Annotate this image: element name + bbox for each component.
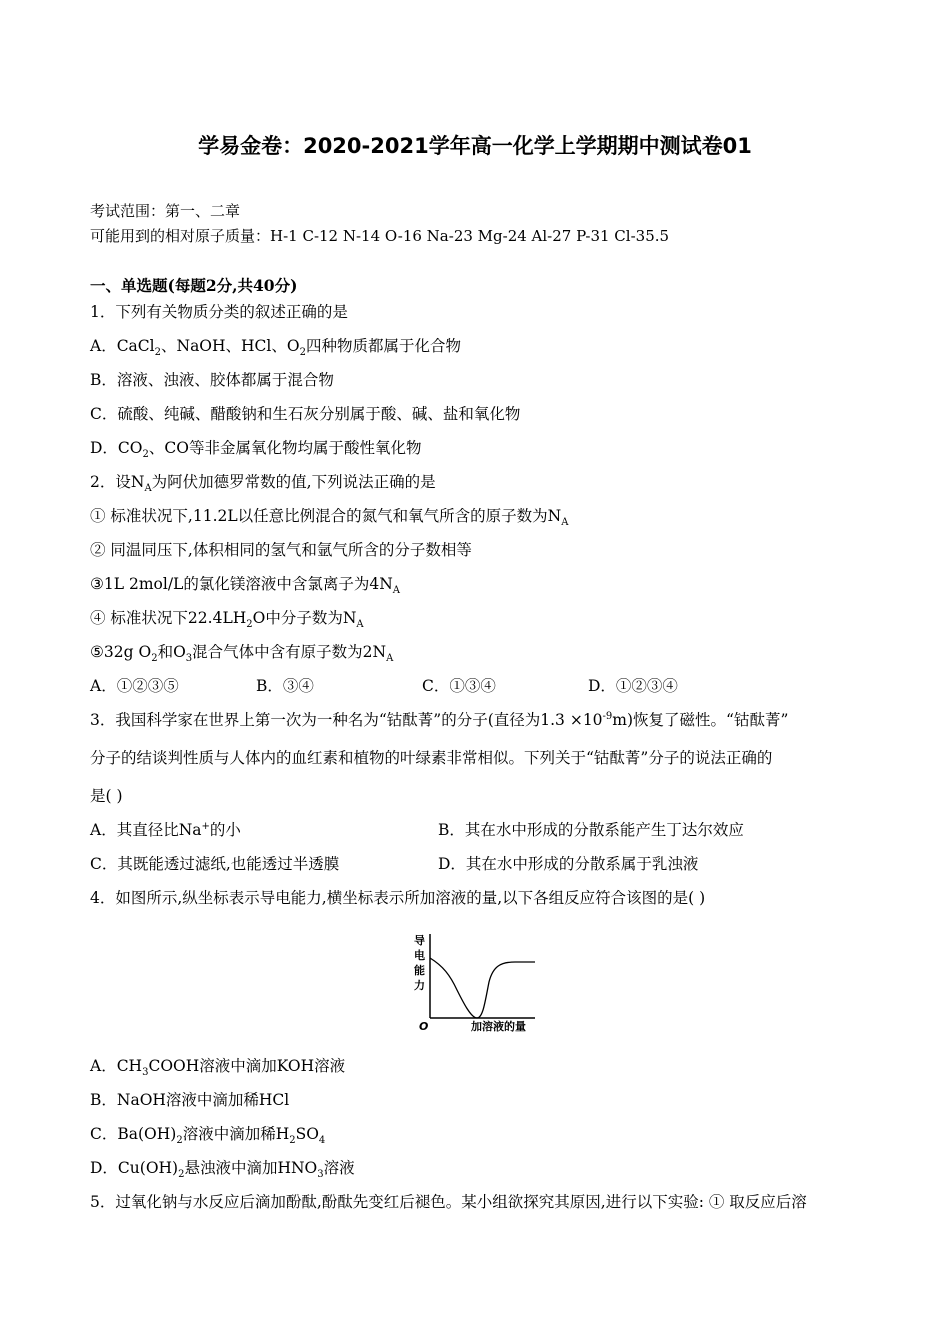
q3-option-d: D．其在水中形成的分散系属于乳浊液 <box>438 855 699 873</box>
q1-option-b: B．溶液、浊液、胶体都属于混合物 <box>90 371 334 389</box>
q4-stem: 4．如图所示,纵坐标表示导电能力,横坐标表示所加溶液的量,以下各组反应符合该图的是( ) <box>90 889 706 907</box>
q2-option-d: D．①②③④ <box>588 677 678 695</box>
q3-option-b: B．其在水中形成的分散系能产生丁达尔效应 <box>438 821 744 839</box>
q3-option-c: C．其既能透过滤纸,也能透过半透膜 <box>90 855 340 873</box>
section-heading: 一、单选题(每题2分,共40分) <box>90 276 298 295</box>
exam-scope: 考试范围：第一、二章 <box>90 202 241 220</box>
q1-option-a: A．CaCl$_2$、NaOH、HCl、$O_2$四种物质都属于化合物 <box>90 337 461 359</box>
q2-statement-2: ② 同温同压下,体积相同的氢气和氩气所含的分子数相等 <box>90 541 472 559</box>
conductivity-curve <box>430 958 535 1018</box>
q2-option-b: B．③④ <box>256 677 314 695</box>
q3-stem-line-1: 3．我国科学家在世界上第一次为一种名为“钴酞菁”的分子(直径为$1.3 \times 10^{-9}m$)恢复了磁性。“钴酞菁” <box>90 710 789 729</box>
y-label-char: 能 <box>414 964 425 977</box>
q4-option-d: D．$Cu(OH)_2$悬浊液中滴加$HNO_3$溶液 <box>90 1159 355 1181</box>
q2-statement-5: ⑤32g $O_2$和$O_3$混合气体中含有原子数为$2N_A$ <box>90 643 394 665</box>
q4-option-a: A．$CH_3COOH$溶液中滴加KOH溶液 <box>90 1057 346 1079</box>
q2-statement-4: ④ 标准状况下$22.4LH_2O$中分子数为$N_A$ <box>90 609 364 631</box>
q1-stem: 1．下列有关物质分类的叙述正确的是 <box>90 303 348 321</box>
conductivity-graph <box>405 930 545 1040</box>
q3-option-a: A．其直径比Na+的小 <box>90 820 241 839</box>
q4-option-c: C．$Ba(OH)_2$溶液中滴加稀$H_2SO_4$ <box>90 1125 326 1147</box>
y-label-char: 力 <box>414 979 425 992</box>
q2-option-a: A．①②③⑤ <box>90 677 179 695</box>
origin-label: O <box>419 1020 429 1033</box>
q2-statement-3: ③1L 2mol/L的氯化镁溶液中含氯离子为$4N_A$ <box>90 575 400 597</box>
q1-option-d: D．$CO_2$、CO等非金属氧化物均属于酸性氧化物 <box>90 439 422 461</box>
q4-option-b: B．NaOH溶液中滴加稀HCl <box>90 1091 290 1109</box>
y-label-char: 导 <box>414 934 425 947</box>
q3-stem-line-2: 分子的结谈判性质与人体内的血红素和植物的叶绿素非常相似。下列关于“钴酞菁”分子的说法正确的 <box>90 749 773 767</box>
page-title: 学易金卷：2020-2021学年高一化学上学期期中测试卷01 <box>198 134 752 158</box>
q2-statement-1: ① 标准状况下,11.2L以任意比例混合的氮气和氧气所含的原子数为$N_A$ <box>90 507 569 529</box>
x-axis-label: 加溶液的量 <box>471 1020 526 1033</box>
q5-stem: 5．过氧化钠与水反应后滴加酚酞,酚酞先变红后褪色。某小组欲探究其原因,进行以下实验: ① 取反应后溶 <box>90 1193 807 1211</box>
q1-option-c: C．硫酸、纯碱、醋酸钠和生石灰分别属于酸、碱、盐和氧化物 <box>90 405 521 423</box>
q3-stem-line-3: 是( ) <box>90 787 123 805</box>
atomic-mass-info: 可能用到的相对原子质量：H-1 C-12 N-14 O-16 Na-23 Mg-24 Al-27 P-31 Cl-35.5 <box>90 227 670 245</box>
conductivity-figure <box>405 930 545 1040</box>
y-label-char: 电 <box>414 949 425 962</box>
q2-stem: 2．设$N_A$为阿伏加德罗常数的值,下列说法正确的是 <box>90 473 436 495</box>
q2-option-c: C．①③④ <box>422 677 496 695</box>
